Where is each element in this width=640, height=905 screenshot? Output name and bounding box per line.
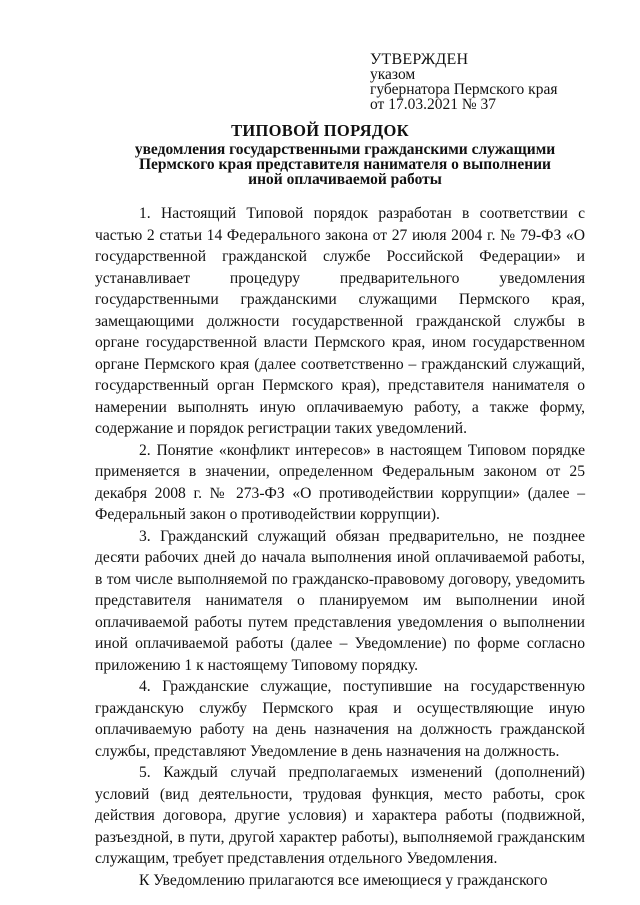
document-subtitle	[110, 142, 580, 187]
document-title: ТИПОВОЙ ПОРЯДОК	[231, 121, 409, 140]
paragraph-3: 3. Гражданский служащий обязан предварительно, не позднее десяти рабочих дней до начала выполнения иной оплачиваемой работы, в том числе выполняемой по гражданско-правовому договору, уведомить представителя нанимателя о планируемом им выполнении иной оплачиваемой работы путем представления уведомления о выполнении иной оплачиваемой работы (далее – Уведомление) по форме согласно приложению 1 к настоящему Типовому порядку.	[95, 527, 585, 674]
document-body	[95, 203, 585, 891]
paragraph-1: 1. Настоящий Типовой порядок разработан в соответствии с частью 2 статьи 14 Федерального закона от 27 июля 2004 г. № 79-ФЗ «О государственной гражданской службе Российской Федерации» и устанавливает процедуру предварительного уведомления государственными гражданскими служащими Пермского края, замещающими должности государственной гражданской службы в органе государственной власти Пермского края, ином государственном органе Пермского края (далее соответственно – гражданский служащий, государственный орган Пермского края), представителя нанимателя о намерении выполнять иную оплачиваемую работу, а также форму, содержание и порядок регистрации таких уведомлений.	[95, 205, 585, 437]
subtitle-line: Пермского края представителя нанимателя о выполнении	[139, 156, 551, 173]
approval-issuer: губернатора Пермского края	[370, 81, 558, 98]
approval-heading: УТВЕРЖДЕН	[370, 51, 469, 68]
paragraph-4: 4. Гражданские служащие, поступившие на государственную гражданскую службу Пермского края и осуществляющие иную оплачиваемую работу на день назначения на должность гражданской службы, представляют Уведомление в день назначения на должность.	[95, 678, 585, 760]
approval-decree-label: указом	[370, 66, 416, 83]
paragraph-6: К Уведомлению прилагаются все имеющиеся у гражданского	[139, 871, 548, 889]
approval-date-number: от 17.03.2021 № 37	[370, 96, 496, 113]
paragraph-5: 5. Каждый случай предполагаемых изменений (дополнений) условий (вид деятельности, трудовая функция, место работы, срок действия договора, другие условия) и характера работы (подвижной, разъездной, в пути, другой характер работы), выполняемой гражданским служащим, требует представления отдельного Уведомления.	[95, 764, 585, 867]
approval-stamp	[370, 52, 620, 112]
paragraph-2: 2. Понятие «конфликт интересов» в настоящем Типовом порядке применяется в значении, определенном Федеральным законом от 25 декабря 2008 г. № 273-ФЗ «О противодействии коррупции» (далее – Федеральный закон о противодействии коррупции).	[95, 441, 585, 523]
subtitle-line: уведомления государственными гражданскими служащими	[134, 141, 556, 158]
subtitle-line: иной оплачиваемой работы	[248, 171, 442, 188]
